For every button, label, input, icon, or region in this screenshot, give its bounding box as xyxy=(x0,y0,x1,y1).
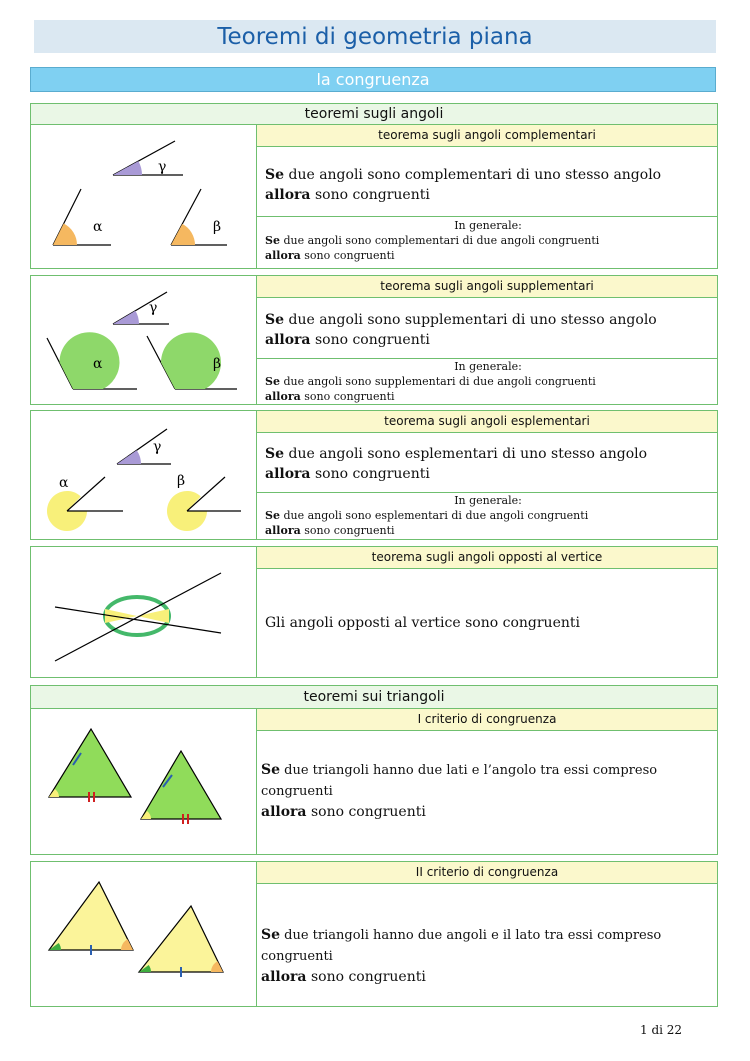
statement-line2: sono congruenti xyxy=(310,332,430,348)
theorem-header: teorema sugli angoli supplementari xyxy=(257,276,717,298)
text-vertical xyxy=(257,547,717,677)
triangles-heading: teoremi sui triangoli xyxy=(31,686,717,709)
general-title: In generale: xyxy=(454,360,522,373)
general-note xyxy=(265,359,711,404)
figure-criterion-1 xyxy=(31,709,257,854)
section-bar: la congruenza xyxy=(30,67,716,92)
statement-line2: sono congruenti xyxy=(306,969,426,985)
bold-se: Se xyxy=(261,927,281,943)
theorem-statement xyxy=(265,165,711,205)
text-explementary xyxy=(257,411,717,539)
general-line2: sono congruenti xyxy=(300,249,395,262)
general-line1: due angoli sono esplementari di due angoli congruenti xyxy=(279,509,589,522)
criterion-statement xyxy=(261,925,715,987)
text-criterion-2 xyxy=(257,862,717,1006)
general-line1: due angoli sono complementari di due angoli congruenti xyxy=(279,234,600,247)
alpha-label: α xyxy=(59,475,69,491)
figure-explementary xyxy=(31,411,257,539)
explementary-angles-figure xyxy=(31,411,257,539)
statement-line1: due triangoli hanno due lati e l’angolo tra essi compreso congruenti xyxy=(261,763,658,799)
general-line2: sono congruenti xyxy=(300,390,395,403)
general-title: In generale: xyxy=(454,219,522,232)
bold-allora: allora xyxy=(265,332,311,348)
theorem-statement xyxy=(265,310,711,350)
criterion-2-figure xyxy=(31,862,257,1006)
bold-allora: allora xyxy=(265,466,311,482)
statement-line2: sono congruenti xyxy=(310,466,430,482)
theorem-header: teorema sugli angoli opposti al vertice xyxy=(257,547,717,569)
divider xyxy=(257,216,717,217)
criterion-header: II criterio di congruenza xyxy=(257,862,717,884)
figure-vertical xyxy=(31,547,257,677)
bold-se: Se xyxy=(265,509,280,522)
bold-allora: allora xyxy=(261,804,307,820)
beta-label: β xyxy=(213,219,222,235)
theorem-box-explementary xyxy=(30,410,718,540)
supplementary-angles-figure xyxy=(31,276,257,404)
alpha-label: α xyxy=(93,219,103,235)
criterion-statement xyxy=(261,760,715,822)
bold-se: Se xyxy=(265,312,285,328)
bold-allora: allora xyxy=(265,390,301,403)
bold-allora: allora xyxy=(265,187,311,203)
alpha-label: α xyxy=(93,356,103,372)
statement-line1: due angoli sono esplementari di uno stesso angolo xyxy=(284,446,648,462)
statement-line1: due angoli sono supplementari di uno stesso angolo xyxy=(284,312,657,328)
statement-line2: sono congruenti xyxy=(306,804,426,820)
theorem-box-complementary xyxy=(30,103,718,269)
angles-heading: teoremi sugli angoli xyxy=(31,104,717,125)
gamma-label: γ xyxy=(149,300,158,316)
figure-complementary xyxy=(31,125,257,268)
general-note xyxy=(265,493,711,538)
criterion-1-figure xyxy=(31,709,257,854)
statement-line1: due angoli sono complementari di uno stesso angolo xyxy=(284,167,662,183)
theorem-statement: Gli angoli opposti al vertice sono congruenti xyxy=(265,615,580,631)
general-line1: due angoli sono supplementari di due angoli congruenti xyxy=(279,375,596,388)
figure-supplementary xyxy=(31,276,257,404)
vertical-angles-figure xyxy=(31,547,257,677)
statement-line1: due triangoli hanno due angoli e il lato tra essi compreso congruenti xyxy=(261,928,662,964)
gamma-label: γ xyxy=(158,159,167,175)
bold-se: Se xyxy=(265,167,285,183)
complementary-angles-figure xyxy=(31,125,257,268)
beta-label: β xyxy=(213,356,222,372)
theorem-header: teorema sugli angoli esplementari xyxy=(257,411,717,433)
gamma-label: γ xyxy=(153,439,162,455)
page-number: 1 di 22 xyxy=(640,1023,683,1037)
general-note xyxy=(265,218,711,263)
bold-se: Se xyxy=(261,762,281,778)
bold-se: Se xyxy=(265,234,280,247)
statement-line2: sono congruenti xyxy=(310,187,430,203)
criterion-header: I criterio di congruenza xyxy=(257,709,717,731)
theorem-header: teorema sugli angoli complementari xyxy=(257,125,717,147)
general-title: In generale: xyxy=(454,494,522,507)
text-complementary xyxy=(257,125,717,268)
theorem-statement xyxy=(265,444,711,484)
bold-allora: allora xyxy=(265,524,301,537)
criterion-box-1 xyxy=(30,685,718,855)
page-title: Teoremi di geometria piana xyxy=(34,20,716,53)
figure-criterion-2 xyxy=(31,862,257,1006)
bold-se: Se xyxy=(265,375,280,388)
beta-label: β xyxy=(177,473,186,489)
criterion-box-2 xyxy=(30,861,718,1007)
text-criterion-1 xyxy=(257,709,717,854)
bold-allora: allora xyxy=(265,249,301,262)
general-line2: sono congruenti xyxy=(300,524,395,537)
bold-se: Se xyxy=(265,446,285,462)
text-supplementary xyxy=(257,276,717,404)
theorem-box-vertical xyxy=(30,546,718,678)
bold-allora: allora xyxy=(261,969,307,985)
theorem-box-supplementary xyxy=(30,275,718,405)
